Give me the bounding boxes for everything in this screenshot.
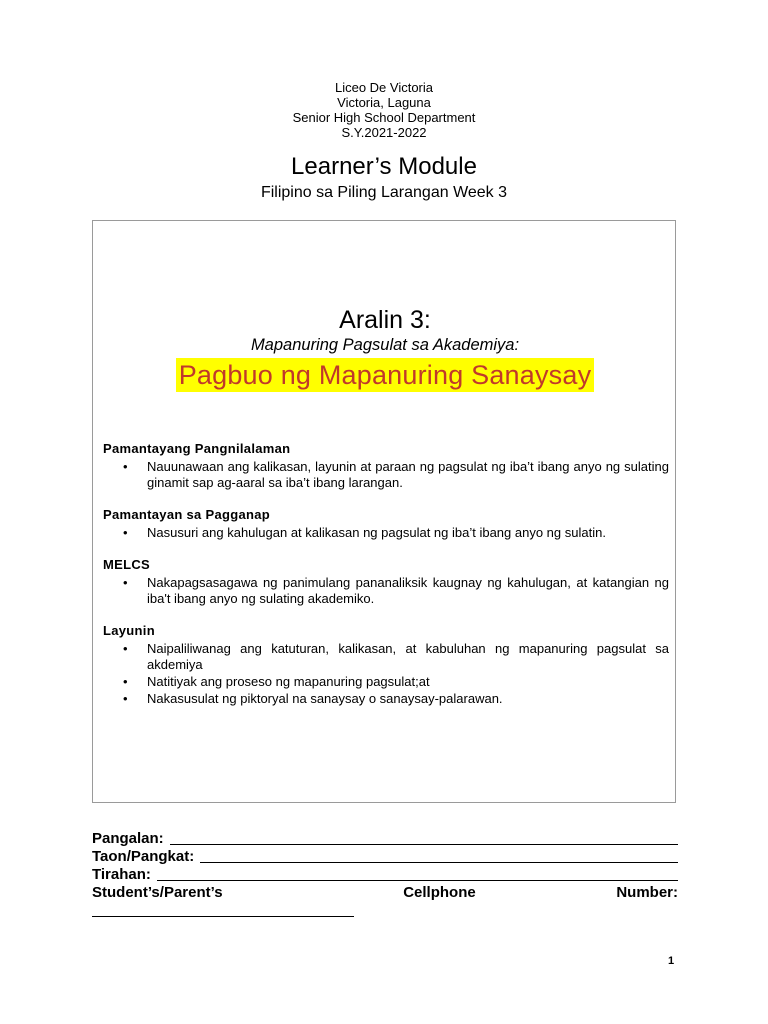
year-field[interactable]: [200, 848, 678, 863]
list-item: • Nauunawaan ang kalikasan, layunin at paraan ng pagsulat ng iba’t ibang anyo ng sulating ginamit sap ag-aaral sa iba’t ibang larangan.: [147, 459, 669, 491]
section-title: Layunin: [103, 623, 155, 638]
school-header: [0, 80, 768, 140]
contact-label-part1: Student’s/Parent’s: [92, 884, 223, 901]
module-subtitle: Filipino sa Piling Larangan Week 3: [260, 184, 508, 201]
lesson-subtitle: Mapanuring Pagsulat sa Akademiya:: [250, 336, 520, 354]
lesson-highlight-title: Pagbuo ng Mapanuring Sanaysay: [176, 358, 595, 392]
school-department: Senior High School Department: [292, 110, 476, 125]
section-title: MELCS: [103, 557, 150, 572]
section-list: [103, 459, 669, 491]
name-row: [92, 830, 678, 848]
student-info-form: [92, 830, 678, 917]
section-list: [103, 525, 669, 541]
lesson-highlight-wrap: [93, 358, 677, 392]
section-list: [103, 641, 669, 707]
address-field[interactable]: [157, 866, 678, 881]
lesson-content: [103, 441, 669, 723]
section-pamantayan-sa-pagganap: [103, 507, 669, 541]
school-location: Victoria, Laguna: [337, 95, 431, 110]
contact-row: [92, 884, 678, 902]
list-item: • Nasusuri ang kahulugan at kalikasan ng pagsulat ng iba’t ibang anyo ng sulatin.: [147, 525, 669, 541]
section-pamantayang-pangnilalaman: [103, 441, 669, 491]
name-field[interactable]: [170, 830, 678, 845]
contact-label-part2: Cellphone: [403, 884, 476, 901]
section-title: Pamantayang Pangnilalaman: [103, 441, 291, 456]
cellphone-field[interactable]: [92, 902, 354, 917]
list-item: • Naipaliliwanag ang katuturan, kalikasan, at kabuluhan ng mapanuring pagsulat sa akdemiya: [147, 641, 669, 673]
section-layunin: [103, 623, 669, 707]
section-title: Pamantayan sa Pagganap: [103, 507, 270, 522]
module-title: Learner’s Module: [291, 153, 477, 180]
section-melcs: [103, 557, 669, 607]
address-label: Tirahan:: [92, 866, 151, 883]
list-item: • Natitiyak ang proseso ng mapanuring pagsulat;at: [147, 674, 669, 690]
school-year: S.Y.2021-2022: [341, 125, 427, 140]
address-row: [92, 866, 678, 884]
school-name: Liceo De Victoria: [334, 80, 434, 95]
section-list: [103, 575, 669, 607]
list-item: • Nakapagsasagawa ng panimulang pananaliksik kaugnay ng kahulugan, at katangian ng iba't ibang anyo ng sulating akademiko.: [147, 575, 669, 607]
name-label: Pangalan:: [92, 830, 164, 847]
lesson-box: [92, 220, 676, 803]
page-number: 1: [668, 955, 675, 967]
year-row: [92, 848, 678, 866]
list-item: • Nakasusulat ng piktoryal na sanaysay o sanaysay-palarawan.: [147, 691, 669, 707]
lesson-number: Aralin 3:: [339, 306, 431, 334]
year-label: Taon/Pangkat:: [92, 848, 195, 865]
contact-label-part3: Number:: [616, 884, 678, 901]
